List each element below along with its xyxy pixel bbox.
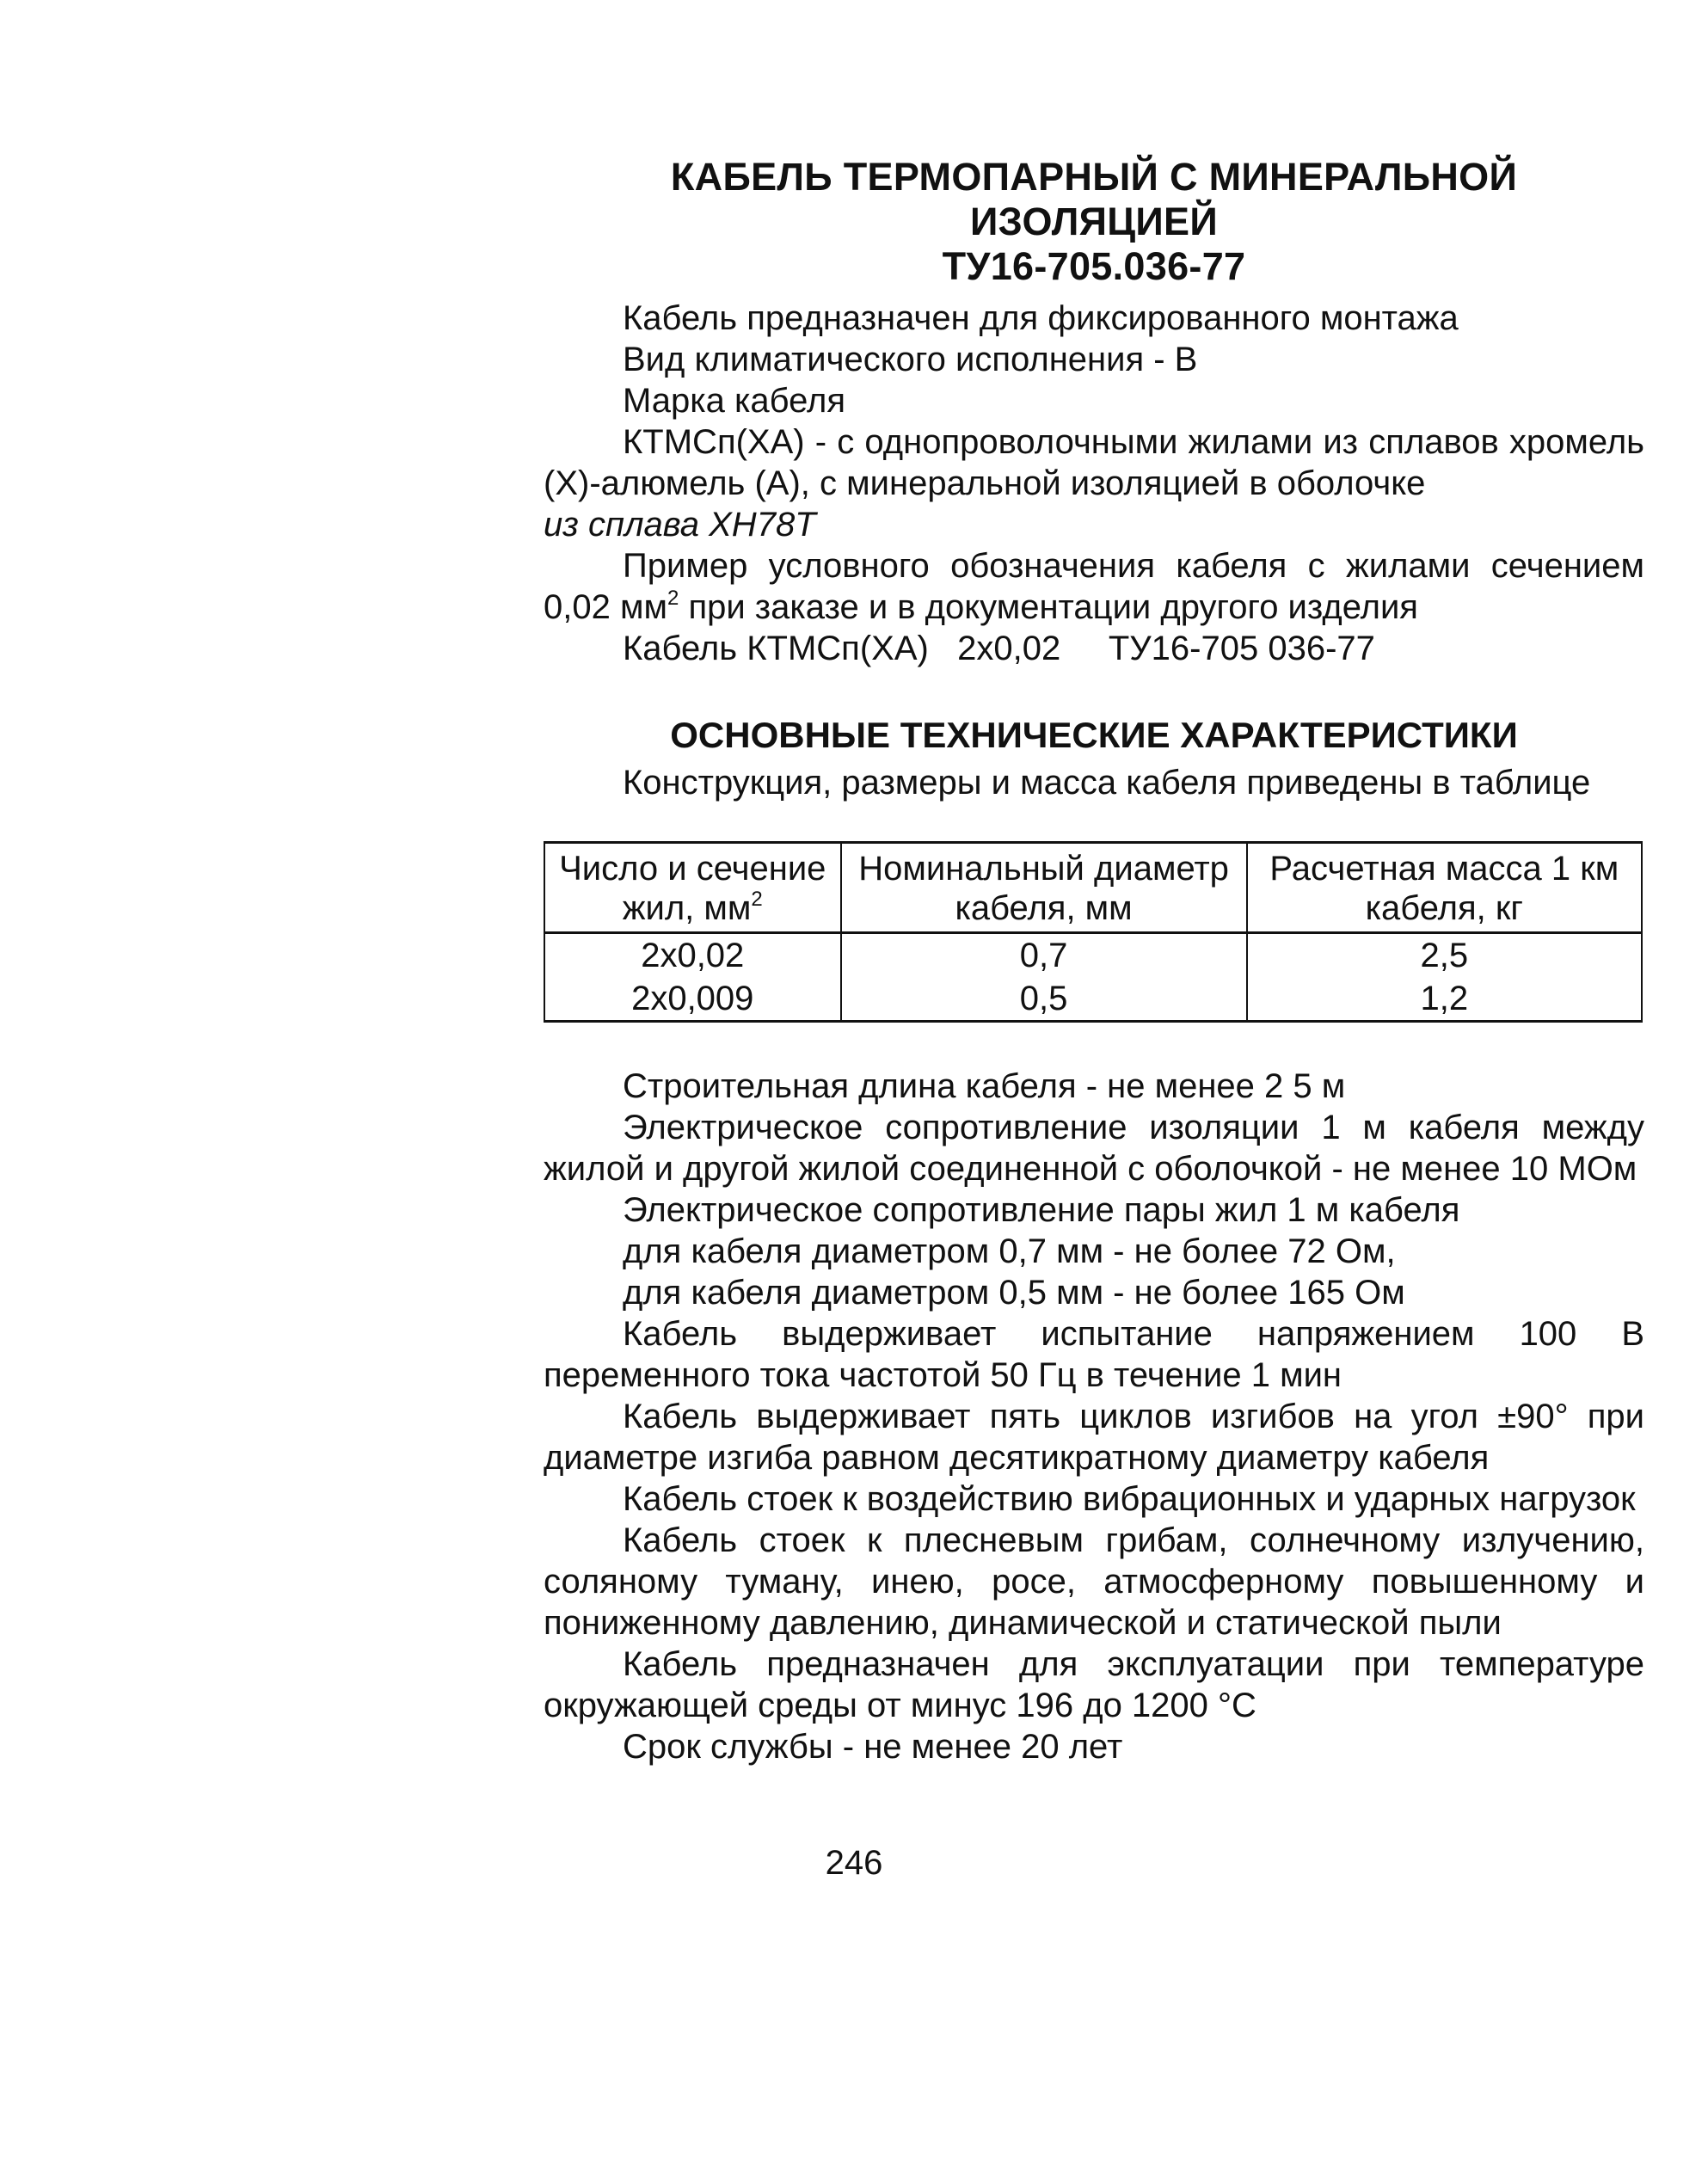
specs-heading: ОСНОВНЫЕ ТЕХНИЧЕСКИЕ ХАРАКТЕРИСТИКИ (670, 715, 1518, 755)
document-page (544, 155, 1644, 1767)
designation-string: Кабель КТМСп(ХА) 2х0,02 ТУ16-705 036-77 (623, 630, 1375, 667)
header-section-line1: Число и сечение (559, 850, 826, 888)
cell-section: 2х0,02 (544, 933, 841, 978)
pair-resistance-07: для кабеля диаметром 0,7 мм - не более 72 Ом, (623, 1232, 1396, 1270)
purpose-text: Кабель предназначен для фиксированного монтажа (623, 299, 1459, 337)
pair-resistance-text: Электрическое сопротивление пары жил 1 м кабеля (623, 1191, 1460, 1229)
table-intro: Конструкция, размеры и масса кабеля приведены в таблице (623, 764, 1591, 802)
example-text-2: при заказе и в документации другого изделия (679, 588, 1418, 626)
header-mass (1247, 843, 1642, 933)
spec-table (544, 841, 1643, 1023)
table-row (544, 977, 1642, 1022)
cell-mass: 1,2 (1247, 977, 1642, 1022)
cell-section: 2х0,009 (544, 977, 841, 1022)
vibration-text: Кабель стоек к воздействию вибрационных и ударных нагрузок (623, 1480, 1636, 1518)
title-spec-number: ТУ16-705.036-77 (942, 244, 1246, 288)
header-section-sup: 2 (751, 888, 763, 911)
brand-alloy: из сплава ХН78Т (544, 506, 816, 544)
cell-mass: 2,5 (1247, 933, 1642, 978)
header-diameter (841, 843, 1247, 933)
header-diameter-line1: Номинальный диаметр (858, 850, 1229, 888)
pair-resistance-05: для кабеля диаметром 0,5 мм - не более 165 Ом (623, 1274, 1405, 1312)
document-title (544, 155, 1644, 289)
cell-diameter: 0,7 (841, 933, 1247, 978)
length-text: Строительная длина кабеля - не менее 2 5 м (623, 1067, 1346, 1105)
example-text-1: Пример условного обозначения кабеля с жилами сечением 0,02 мм (544, 547, 1644, 626)
designation-example (544, 545, 1644, 628)
header-section-line2: жил, мм (622, 889, 752, 927)
bending-text: Кабель выдерживает пять циклов изгибов на угол ±90° при диаметре изгиба равном десятикратному диаметру кабеля (544, 1398, 1644, 1477)
header-section (544, 843, 841, 933)
brand-heading: Марка кабеля (623, 382, 846, 420)
header-mass-line1: Расчетная масса 1 км (1269, 850, 1619, 888)
service-life-text: Срок службы - не менее 20 лет (623, 1728, 1123, 1766)
example-superscript: 2 (667, 587, 679, 610)
title-line-1: КАБЕЛЬ ТЕРМОПАРНЫЙ С МИНЕРАЛЬНОЙ ИЗОЛЯЦИЕЙ (670, 155, 1518, 243)
characteristics-list (544, 1066, 1644, 1767)
cell-diameter: 0,5 (841, 977, 1247, 1022)
voltage-test-text: Кабель выдерживает испытание напряжением 100 В переменного тока частотой 50 Гц в течение 1 мин (544, 1315, 1644, 1394)
table-row (544, 933, 1642, 978)
climate-text: Вид климатического исполнения - В (623, 341, 1198, 378)
page-number: 246 (825, 1844, 883, 1882)
header-mass-line2: кабеля, кг (1365, 889, 1523, 927)
temperature-text: Кабель предназначен для эксплуатации при температуре окружающей среды от минус 196 до 1200 °С (544, 1645, 1644, 1724)
header-diameter-line2: кабеля, мм (955, 889, 1133, 927)
brand-description: КТМСп(ХА) - с однопроволочными жилами из сплавов хромель (Х)-алюмель (А), с минеральной изоляцией в оболочке (544, 423, 1644, 502)
insulation-resistance-text: Электрическое сопротивление изоляции 1 м кабеля между жилой и другой жилой соединенной с оболочкой - не менее 10 МОм (544, 1109, 1644, 1188)
environment-text: Кабель стоек к плесневым грибам, солнечному излучению, соляному туману, инею, росе, атмосферному повышенному и пониженному давлению, динамической и статической пыли (544, 1521, 1644, 1642)
table-header-row (544, 843, 1642, 933)
